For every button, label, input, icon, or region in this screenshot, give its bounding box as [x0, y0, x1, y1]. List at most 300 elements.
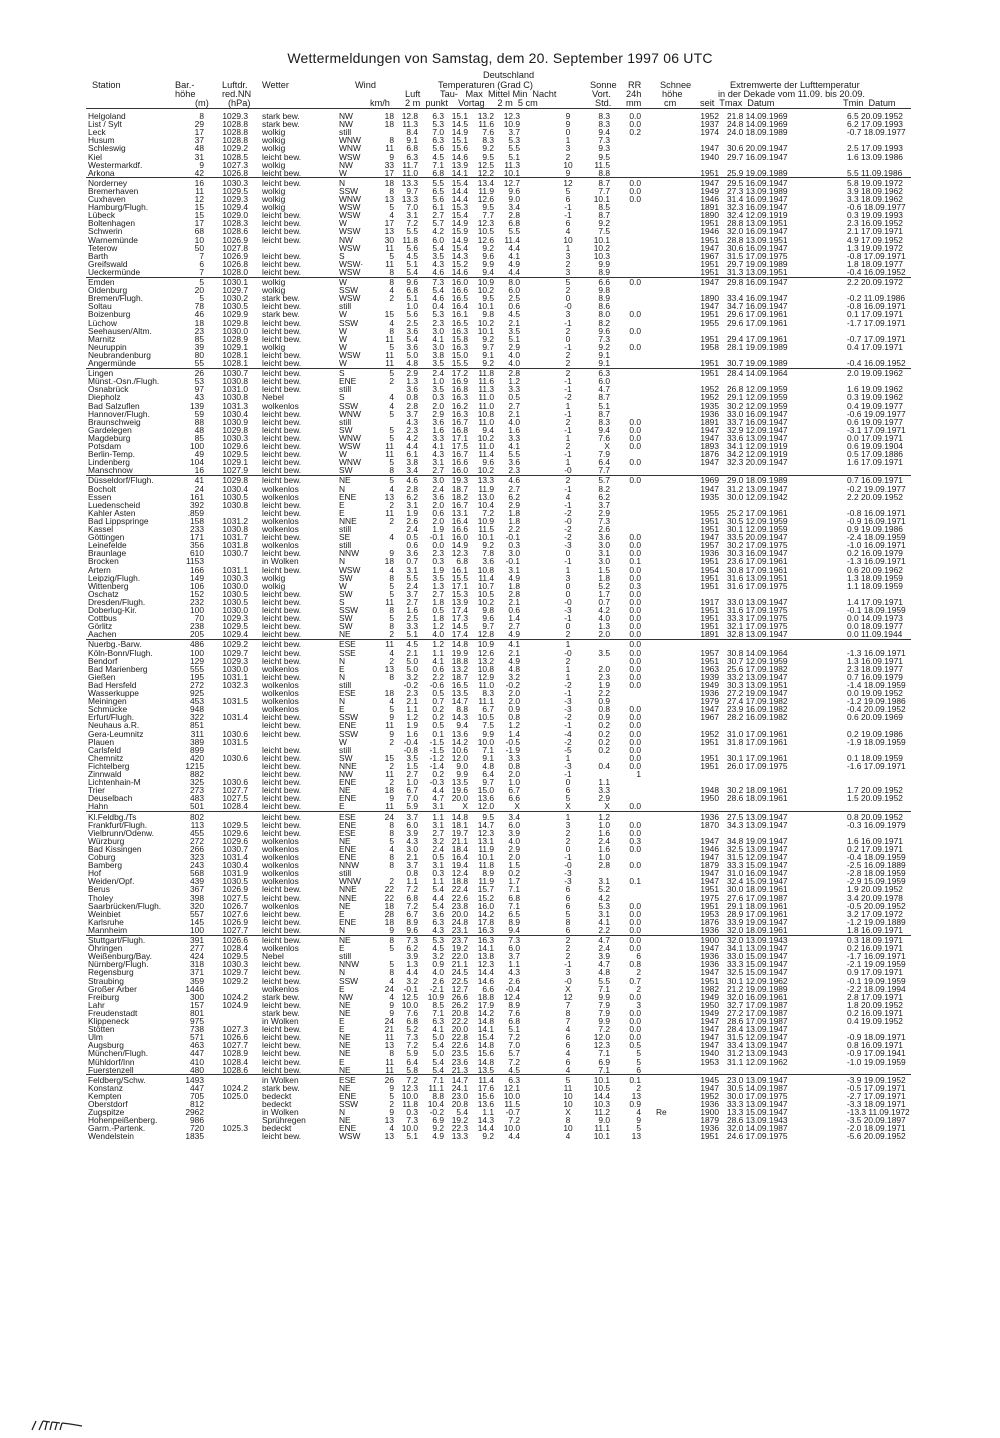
cell-wetter: leicht bew. [262, 376, 302, 387]
cell-mittel-vortag: 13.6 [477, 1099, 494, 1109]
cell-mittel-vortag: 15.7 [477, 884, 494, 895]
cell-seit: 1963 [700, 663, 719, 674]
cell-max-vortag: 15.0 [451, 349, 468, 360]
cell-wetter: leicht bew. [262, 234, 302, 245]
cell-luftdruck: 1028.9 [222, 1048, 248, 1059]
cell-taupunkt: 2.0 [432, 515, 444, 526]
cell-taupunkt: 1.1 [432, 876, 444, 887]
cell-luft-2m: 3.4 [406, 465, 418, 476]
cell-tmin-datum: 5.5 11.09.1986 [847, 167, 903, 178]
cell-barhoehe: 15 [194, 210, 204, 221]
table-row [0, 278, 1000, 286]
cell-nacht-5cm: X [565, 801, 571, 812]
cell-rr-24h: 0.0 [629, 736, 641, 747]
cell-taupunkt: -0.2 [429, 1107, 444, 1118]
cell-windrichtung: S [339, 368, 345, 379]
cell-nacht-5cm: 1 [565, 400, 571, 411]
cell-mittel-vortag: 15.6 [477, 1048, 494, 1059]
header-kmh: km/h [370, 98, 390, 108]
cell-windgeschw: 11 [385, 349, 394, 360]
cell-wetter: wolkenlos [262, 983, 299, 994]
cell-luft-2m: 1.1 [406, 704, 418, 715]
cell-taupunkt: 6.0 [432, 234, 444, 245]
cell-seit: 1951 [700, 760, 719, 771]
cell-windgeschw: 5 [389, 943, 394, 954]
cell-taupunkt: 1.9 [432, 564, 444, 575]
cell-luft-2m: 10.0 [401, 1123, 418, 1134]
cell-mittel-vortag: 9.2 [482, 358, 494, 368]
cell-luftdruck: 1030.7 [222, 843, 248, 854]
cell-taupunkt: -1.5 [429, 736, 444, 747]
cell-max-vortag: 26.2 [451, 999, 468, 1010]
cell-wetter: wolkenlos [262, 483, 299, 494]
cell-tmin-datum: 1.3 18.09.1959 [847, 572, 903, 583]
cell-wetter: leicht bew. [262, 975, 302, 986]
cell-taupunkt: 5.4 [432, 1056, 444, 1067]
cell-taupunkt: 5.3 [432, 935, 444, 945]
cell-min-2m: 4.8 [508, 663, 520, 674]
cell-tmax-datum: 34.7 16.09.1947 [727, 301, 788, 312]
cell-barhoehe: 48 [194, 424, 204, 435]
cell-windrichtung: WNW [339, 143, 361, 154]
cell-sonne: 3.1 [598, 908, 610, 919]
cell-seit: 1891 [700, 629, 719, 640]
cell-tmin-datum: 0.9 17.09.1971 [847, 967, 903, 978]
cell-luft-2m: 12.3 [401, 1082, 418, 1093]
cell-luftdruck: 1029.3 [222, 655, 248, 666]
cell-mittel-vortag: 10.1 [477, 852, 494, 862]
cell-min-2m: 9.0 [508, 194, 520, 204]
cell-seit: 1947 [700, 143, 719, 154]
cell-tmax-datum: 32.0 13.09.1943 [727, 935, 788, 945]
cell-min-2m: 4.9 [508, 655, 520, 666]
cell-station: Potsdam [88, 441, 122, 451]
cell-seit: 1946 [700, 194, 719, 204]
cell-seit: 1969 [700, 475, 719, 486]
cell-luftdruck: 1029.5 [222, 951, 248, 962]
cell-tmin-datum: -0.9 17.09.1941 [847, 1048, 906, 1059]
cell-windrichtung: still [339, 416, 352, 427]
cell-nacht-5cm: 2 [565, 827, 571, 838]
cell-luftdruck: 1027.9 [222, 465, 248, 476]
cell-barhoehe: 171 [190, 532, 204, 543]
cell-luftdruck: 1028.3 [222, 218, 248, 229]
cell-max-vortag: 15.5 [451, 358, 468, 368]
cell-windrichtung: W [339, 341, 347, 352]
cell-luft-2m: 4.4 [406, 441, 418, 451]
cell-taupunkt: 3.5 [432, 384, 444, 395]
cell-station: Kempten [88, 1090, 122, 1101]
cell-seit: 1951 [700, 524, 719, 534]
cell-seit: 1936 [700, 408, 719, 419]
cell-min-2m: 8.0 [508, 277, 520, 287]
cell-tmin-datum: 2.3 18.09.1977 [847, 663, 903, 674]
cell-taupunkt: 2.9 [432, 408, 444, 419]
cell-tmax-datum: 29.6 17.09.1961 [727, 317, 788, 328]
cell-luft-2m: 2.3 [406, 424, 418, 435]
cell-sonne: 3.0 [598, 556, 610, 567]
cell-nacht-5cm: 2 [565, 349, 571, 360]
cell-max-vortag: 19.9 [451, 647, 468, 658]
cell-barhoehe: 1153 [185, 556, 204, 567]
cell-mittel-vortag: 13.8 [477, 951, 494, 962]
cell-windrichtung: ESE [339, 688, 356, 698]
scribble-mark [30, 1418, 90, 1432]
cell-tmin-datum: -3.9 19.09.1952 [847, 1074, 906, 1085]
cell-nacht-5cm: 1 [565, 811, 571, 822]
cell-tmax-datum: 31.0 16.09.1947 [727, 868, 788, 879]
table-row [0, 1017, 1000, 1025]
cell-windgeschw: 5 [389, 457, 394, 468]
cell-tmax-datum: 29.6 17.09.1961 [727, 309, 788, 320]
cell-luftdruck: 1025.0 [222, 1090, 248, 1101]
cell-min-2m: 3.3 [508, 752, 520, 763]
cell-rr-24h: 0.0 [629, 564, 641, 575]
cell-wetter: wolkig [262, 127, 286, 138]
cell-max-vortag: X [462, 801, 468, 812]
cell-max-vortag: 19.2 [451, 1115, 468, 1126]
cell-station: Husum [88, 135, 115, 146]
cell-nacht-5cm: 6 [565, 884, 571, 895]
cell-seit: 1936 [700, 959, 719, 970]
cell-station: Arkona [88, 167, 115, 178]
cell-luftdruck: 1030.8 [222, 376, 248, 387]
cell-mittel-vortag: 10.0 [477, 736, 494, 747]
cell-nacht-5cm: 10 [563, 1090, 573, 1101]
header-wind: Wind [355, 80, 376, 90]
cell-tmin-datum: 1.6 17.09.1971 [847, 457, 903, 468]
cell-station: Mühldorf/Inn [88, 1056, 135, 1067]
cell-wetter: wolkenlos [262, 491, 299, 502]
cell-tmax-datum: 32.4 12.09.1919 [727, 210, 788, 221]
cell-rr-24h: 6 [636, 1064, 641, 1075]
cell-luft-2m: 5.1 [406, 258, 418, 269]
cell-station: Hamburg/Flugh. [88, 202, 149, 213]
cell-seit: 1947 [700, 943, 719, 954]
cell-max-vortag: 12.3 [451, 548, 468, 559]
cell-rr-24h: 0.0 [629, 194, 641, 204]
cell-sonne: 5.7 [598, 475, 610, 486]
cell-nacht-5cm: 0 [565, 621, 571, 632]
cell-max-vortag: 10.6 [451, 744, 468, 755]
cell-nacht-5cm: 2 [565, 441, 571, 451]
cell-nacht-5cm: 2 [565, 325, 571, 336]
cell-barhoehe: 410 [190, 1056, 204, 1067]
cell-min-2m: 4.3 [508, 967, 520, 978]
cell-barhoehe: 10 [194, 234, 204, 245]
cell-luft-2m: 9.6 [406, 924, 418, 935]
cell-rr-24h: 0.0 [629, 457, 641, 468]
cell-seit: 1947 [700, 1032, 719, 1043]
cell-windrichtung: SSW [339, 728, 359, 739]
cell-mittel-vortag: 6.6 [482, 983, 494, 994]
cell-station: Gera-Leumnitz [88, 728, 144, 739]
cell-barhoehe: 18 [194, 317, 204, 328]
cell-sonne: 7.7 [598, 185, 610, 196]
cell-barhoehe: 7 [199, 250, 204, 261]
cell-taupunkt: 6.3 [432, 916, 444, 927]
cell-windgeschw: 13 [384, 663, 394, 674]
cell-tmax-datum: 21.8 14.09.1969 [727, 111, 788, 121]
cell-max-vortag: 21.1 [451, 959, 468, 970]
cell-sonne: 1.0 [598, 852, 610, 862]
cell-barhoehe: 899 [190, 744, 204, 755]
cell-windgeschw: 4 [389, 317, 394, 328]
cell-wetter: leicht bew. [262, 1024, 302, 1035]
cell-tmax-datum: 32.4 15.09.1947 [727, 876, 788, 887]
cell-station: Bamberg [88, 860, 122, 871]
cell-min-2m: 6.0 [508, 819, 520, 830]
cell-sonne: 0.4 [598, 760, 610, 771]
cell-max-vortag: 24.8 [451, 916, 468, 927]
cell-nacht-5cm: 3 [565, 309, 571, 320]
cell-luftdruck: 1027.5 [222, 793, 248, 804]
cell-taupunkt: 3.1 [432, 819, 444, 830]
cell-wetter: leicht bew. [262, 728, 302, 739]
cell-min-2m: 2.9 [508, 499, 520, 510]
cell-luftdruck: 1029.2 [222, 975, 248, 986]
cell-windgeschw: 8 [389, 605, 394, 615]
cell-max-vortag: 13.9 [451, 596, 468, 607]
cell-taupunkt: 6.3 [432, 1016, 444, 1026]
cell-luftdruck: 1028.0 [222, 266, 248, 277]
cell-windrichtung: W [339, 167, 347, 178]
cell-mittel-vortag: 13.1 [477, 835, 494, 846]
cell-windrichtung: N [339, 967, 346, 978]
cell-seit: 1953 [700, 908, 719, 919]
cell-tmax-datum: 28.2 16.09.1982 [727, 712, 788, 723]
cell-tmin-datum: -1.6 17.09.1971 [847, 760, 906, 771]
cell-windgeschw: 11 [385, 720, 394, 731]
cell-station: München/Flugh. [88, 1048, 149, 1059]
cell-tmax-datum: 25.9 19.09.1989 [727, 167, 788, 178]
cell-windgeschw: 8 [389, 827, 394, 838]
cell-station: Oschatz [88, 588, 119, 599]
cell-barhoehe: 233 [190, 524, 204, 534]
cell-nacht-5cm: -5 [564, 744, 572, 755]
cell-station: Luedenscheid [88, 499, 141, 510]
cell-max-vortag: 18.7 [451, 483, 468, 494]
cell-sonne: 11.1 [594, 1123, 610, 1134]
cell-min-2m: 0.8 [508, 712, 520, 723]
cell-taupunkt: 2.0 [432, 400, 444, 411]
cell-max-vortag: 20.0 [451, 793, 468, 804]
cell-windgeschw: 8 [389, 465, 394, 476]
cell-max-vortag: 26.6 [451, 991, 468, 1002]
cell-sonne: 7.6 [598, 432, 610, 443]
cell-luft-2m: 6.4 [406, 1056, 418, 1067]
cell-tmax-datum: 28.8 13.09.1951 [727, 234, 788, 245]
cell-luft-2m: 3.9 [406, 827, 418, 838]
cell-min-2m: 6.0 [508, 943, 520, 954]
cell-barhoehe: 26 [194, 368, 204, 379]
cell-tmin-datum: -3.3 18.09.1971 [847, 1099, 906, 1109]
cell-luftdruck: 1028.5 [222, 151, 248, 162]
cell-min-2m: 6.5 [508, 908, 520, 919]
cell-tmin-datum: 0.5 17.09.1886 [847, 449, 903, 460]
cell-tmin-datum: 2.0 19.09.1962 [847, 368, 903, 379]
cell-station: Boltenhagen [88, 218, 136, 229]
cell-rr-24h: 5 [636, 1056, 641, 1067]
cell-windgeschw: 4 [389, 210, 394, 221]
cell-mittel-vortag: 9.7 [482, 341, 494, 352]
cell-windrichtung: ENE [339, 843, 357, 854]
cell-barhoehe: 371 [190, 967, 204, 978]
cell-windrichtung: NW [339, 111, 353, 121]
cell-mittel-vortag: 9.6 [482, 457, 494, 468]
cell-luft-2m: 3.7 [406, 811, 418, 822]
cell-mittel-vortag: 3.6 [482, 556, 494, 567]
cell-station: Weißenburg/Bay. [88, 951, 152, 962]
cell-tmin-datum: 0.0 11.09.1944 [847, 629, 903, 640]
cell-station: Berus [88, 884, 110, 895]
cell-nacht-5cm: -1 [564, 449, 572, 460]
cell-mittel-vortag: 14.8 [477, 1016, 494, 1026]
cell-rr-24h: 0.8 [629, 959, 641, 970]
cell-luft-2m: 3.1 [406, 499, 418, 510]
cell-barhoehe: 113 [190, 819, 204, 830]
cell-wetter: wolkenlos [262, 400, 299, 411]
cell-luft-2m: -0.2 [403, 679, 418, 690]
cell-seit: 1951 [700, 309, 719, 320]
cell-taupunkt: 4.6 [432, 266, 444, 277]
header-luftdr-3: (hPa) [228, 98, 251, 108]
cell-min-2m: 4.1 [508, 250, 520, 261]
header-temperaturen: Temperaturen (Grad C) [438, 80, 533, 90]
cell-tmax-datum: 32.7 17.09.1987 [727, 999, 788, 1010]
cell-mittel-vortag: 10.9 [477, 639, 494, 650]
cell-luft-2m: 3.3 [406, 621, 418, 632]
cell-barhoehe: 29 [194, 119, 204, 130]
cell-tmax-datum: 30.2 18.09.1961 [727, 785, 788, 796]
cell-windgeschw: 24 [384, 983, 394, 994]
cell-luft-2m: -0.1 [403, 983, 418, 994]
cell-min-2m: 4.5 [508, 309, 520, 320]
cell-tmax-datum: 23.6 17.09.1961 [727, 556, 788, 567]
cell-wetter: leicht bew. [262, 226, 302, 237]
cell-tmax-datum: 26.8 12.09.1959 [727, 384, 788, 395]
cell-tmin-datum: -0.4 18.09.1959 [847, 852, 906, 862]
cell-mittel-vortag: 12.5 [477, 159, 494, 170]
cell-barhoehe: 318 [190, 959, 204, 970]
cell-luft-2m: 2.8 [406, 483, 418, 494]
cell-tmin-datum: 0.3 19.09.1962 [847, 392, 903, 403]
cell-windrichtung: N [339, 483, 346, 494]
cell-tmax-datum: 30.6 20.09.1947 [727, 143, 788, 154]
cell-nacht-5cm: 4 [565, 1048, 571, 1059]
cell-sonne: 5.3 [598, 900, 610, 911]
cell-windrichtung: NE [339, 1007, 351, 1018]
cell-max-vortag: 22.6 [451, 1040, 468, 1051]
cell-mittel-vortag: 16.3 [477, 935, 494, 945]
cell-luft-2m: 5.4 [406, 266, 418, 277]
cell-max-vortag: 16.5 [451, 317, 468, 328]
cell-station: Würzburg [88, 835, 125, 846]
cell-min-2m: 7.3 [508, 935, 520, 945]
cell-luftdruck: 1029.3 [222, 613, 248, 624]
cell-min-2m: 5.7 [508, 1048, 520, 1059]
cell-mittel-vortag: 9.2 [482, 242, 494, 253]
cell-mittel-vortag: 13.6 [477, 793, 494, 804]
cell-windgeschw: 8 [389, 135, 394, 146]
cell-sonne: 4.0 [598, 613, 610, 624]
cell-tmax-datum: 34.2 12.09.1919 [727, 449, 788, 460]
cell-tmax-datum: 33.0 13.09.1947 [727, 596, 788, 607]
cell-mittel-vortag: 15.0 [477, 785, 494, 796]
cell-tmax-datum: 28.8 13.09.1951 [727, 218, 788, 229]
cell-min-2m: 0.6 [508, 605, 520, 615]
cell-windgeschw: 11 [385, 143, 394, 154]
cell-sonne: 2.4 [598, 835, 610, 846]
cell-mittel-vortag: 9.5 [482, 811, 494, 822]
cell-luft-2m: 1.6 [406, 605, 418, 615]
cell-windrichtung: WSW [339, 242, 361, 253]
cell-barhoehe: 555 [190, 663, 204, 674]
cell-nacht-5cm: 9 [565, 119, 571, 130]
cell-max-vortag: 9.9 [456, 769, 468, 779]
cell-barhoehe: 272 [190, 835, 204, 846]
cell-windrichtung: ENE [339, 793, 357, 804]
cell-windrichtung: NW [339, 234, 353, 245]
cell-station: Gießen [88, 671, 116, 682]
cell-luft-2m: 3.2 [406, 671, 418, 682]
cell-sonne: 1.8 [598, 572, 610, 583]
cell-windrichtung: NNE [339, 884, 357, 895]
cell-mittel-vortag: 8.3 [482, 135, 494, 146]
cell-seit: 1876 [700, 916, 719, 927]
cell-mittel-vortag: 11.6 [478, 376, 494, 387]
cell-mittel-vortag: 10.1 [477, 532, 494, 543]
cell-windrichtung: NNW [339, 860, 360, 871]
cell-station: Trier [88, 785, 105, 796]
cell-seit: 1951 [700, 752, 719, 763]
cell-wetter: wolkig [262, 341, 286, 352]
cell-station: Oberstdorf [88, 1099, 128, 1109]
cell-barhoehe: 100 [190, 647, 204, 658]
cell-nacht-5cm: -2 [564, 736, 572, 747]
cell-windrichtung: SSW [339, 1099, 359, 1109]
cell-nacht-5cm: -3 [564, 760, 572, 771]
cell-tmax-datum: 33.5 20.09.1947 [727, 532, 788, 543]
cell-sonne: 7.9 [598, 999, 610, 1010]
cell-wetter: leicht bew. [262, 499, 302, 510]
cell-windgeschw: 5 [389, 580, 394, 591]
cell-station: Neuruppin [88, 341, 127, 352]
cell-barhoehe: 243 [190, 860, 204, 871]
cell-seit: 1947 [700, 483, 719, 494]
cell-station: Öhringen [88, 943, 123, 954]
cell-rr-24h: 0.0 [629, 679, 641, 690]
cell-tmin-datum: 0.2 16.09.1979 [847, 548, 903, 559]
cell-sonne: 12.0 [593, 1032, 610, 1043]
cell-luft-2m: 6.3 [406, 151, 418, 162]
cell-windrichtung: WNW [339, 432, 361, 443]
cell-station: Magdeburg [88, 432, 131, 443]
cell-tmax-datum: 33.6 13.09.1947 [727, 432, 788, 443]
cell-barhoehe: 986 [190, 1115, 204, 1126]
cell-luftdruck: 1029.4 [222, 202, 248, 213]
cell-tmin-datum: 2.2 20.09.1952 [847, 491, 903, 502]
cell-mittel-vortag: 14.1 [477, 943, 494, 954]
cell-tmin-datum: -0.6 18.09.1977 [847, 202, 906, 213]
cell-sonne: 11.2 [594, 1107, 610, 1118]
cell-tmax-datum: 33.3 13.09.1947 [727, 1099, 788, 1109]
cell-tmax-datum: 33.9 19.09.1947 [727, 916, 788, 927]
cell-windgeschw: 5 [389, 202, 394, 213]
cell-seit: 1936 [700, 1099, 719, 1109]
cell-sonne: 8.7 [598, 392, 610, 403]
cell-barhoehe: 359 [190, 975, 204, 986]
